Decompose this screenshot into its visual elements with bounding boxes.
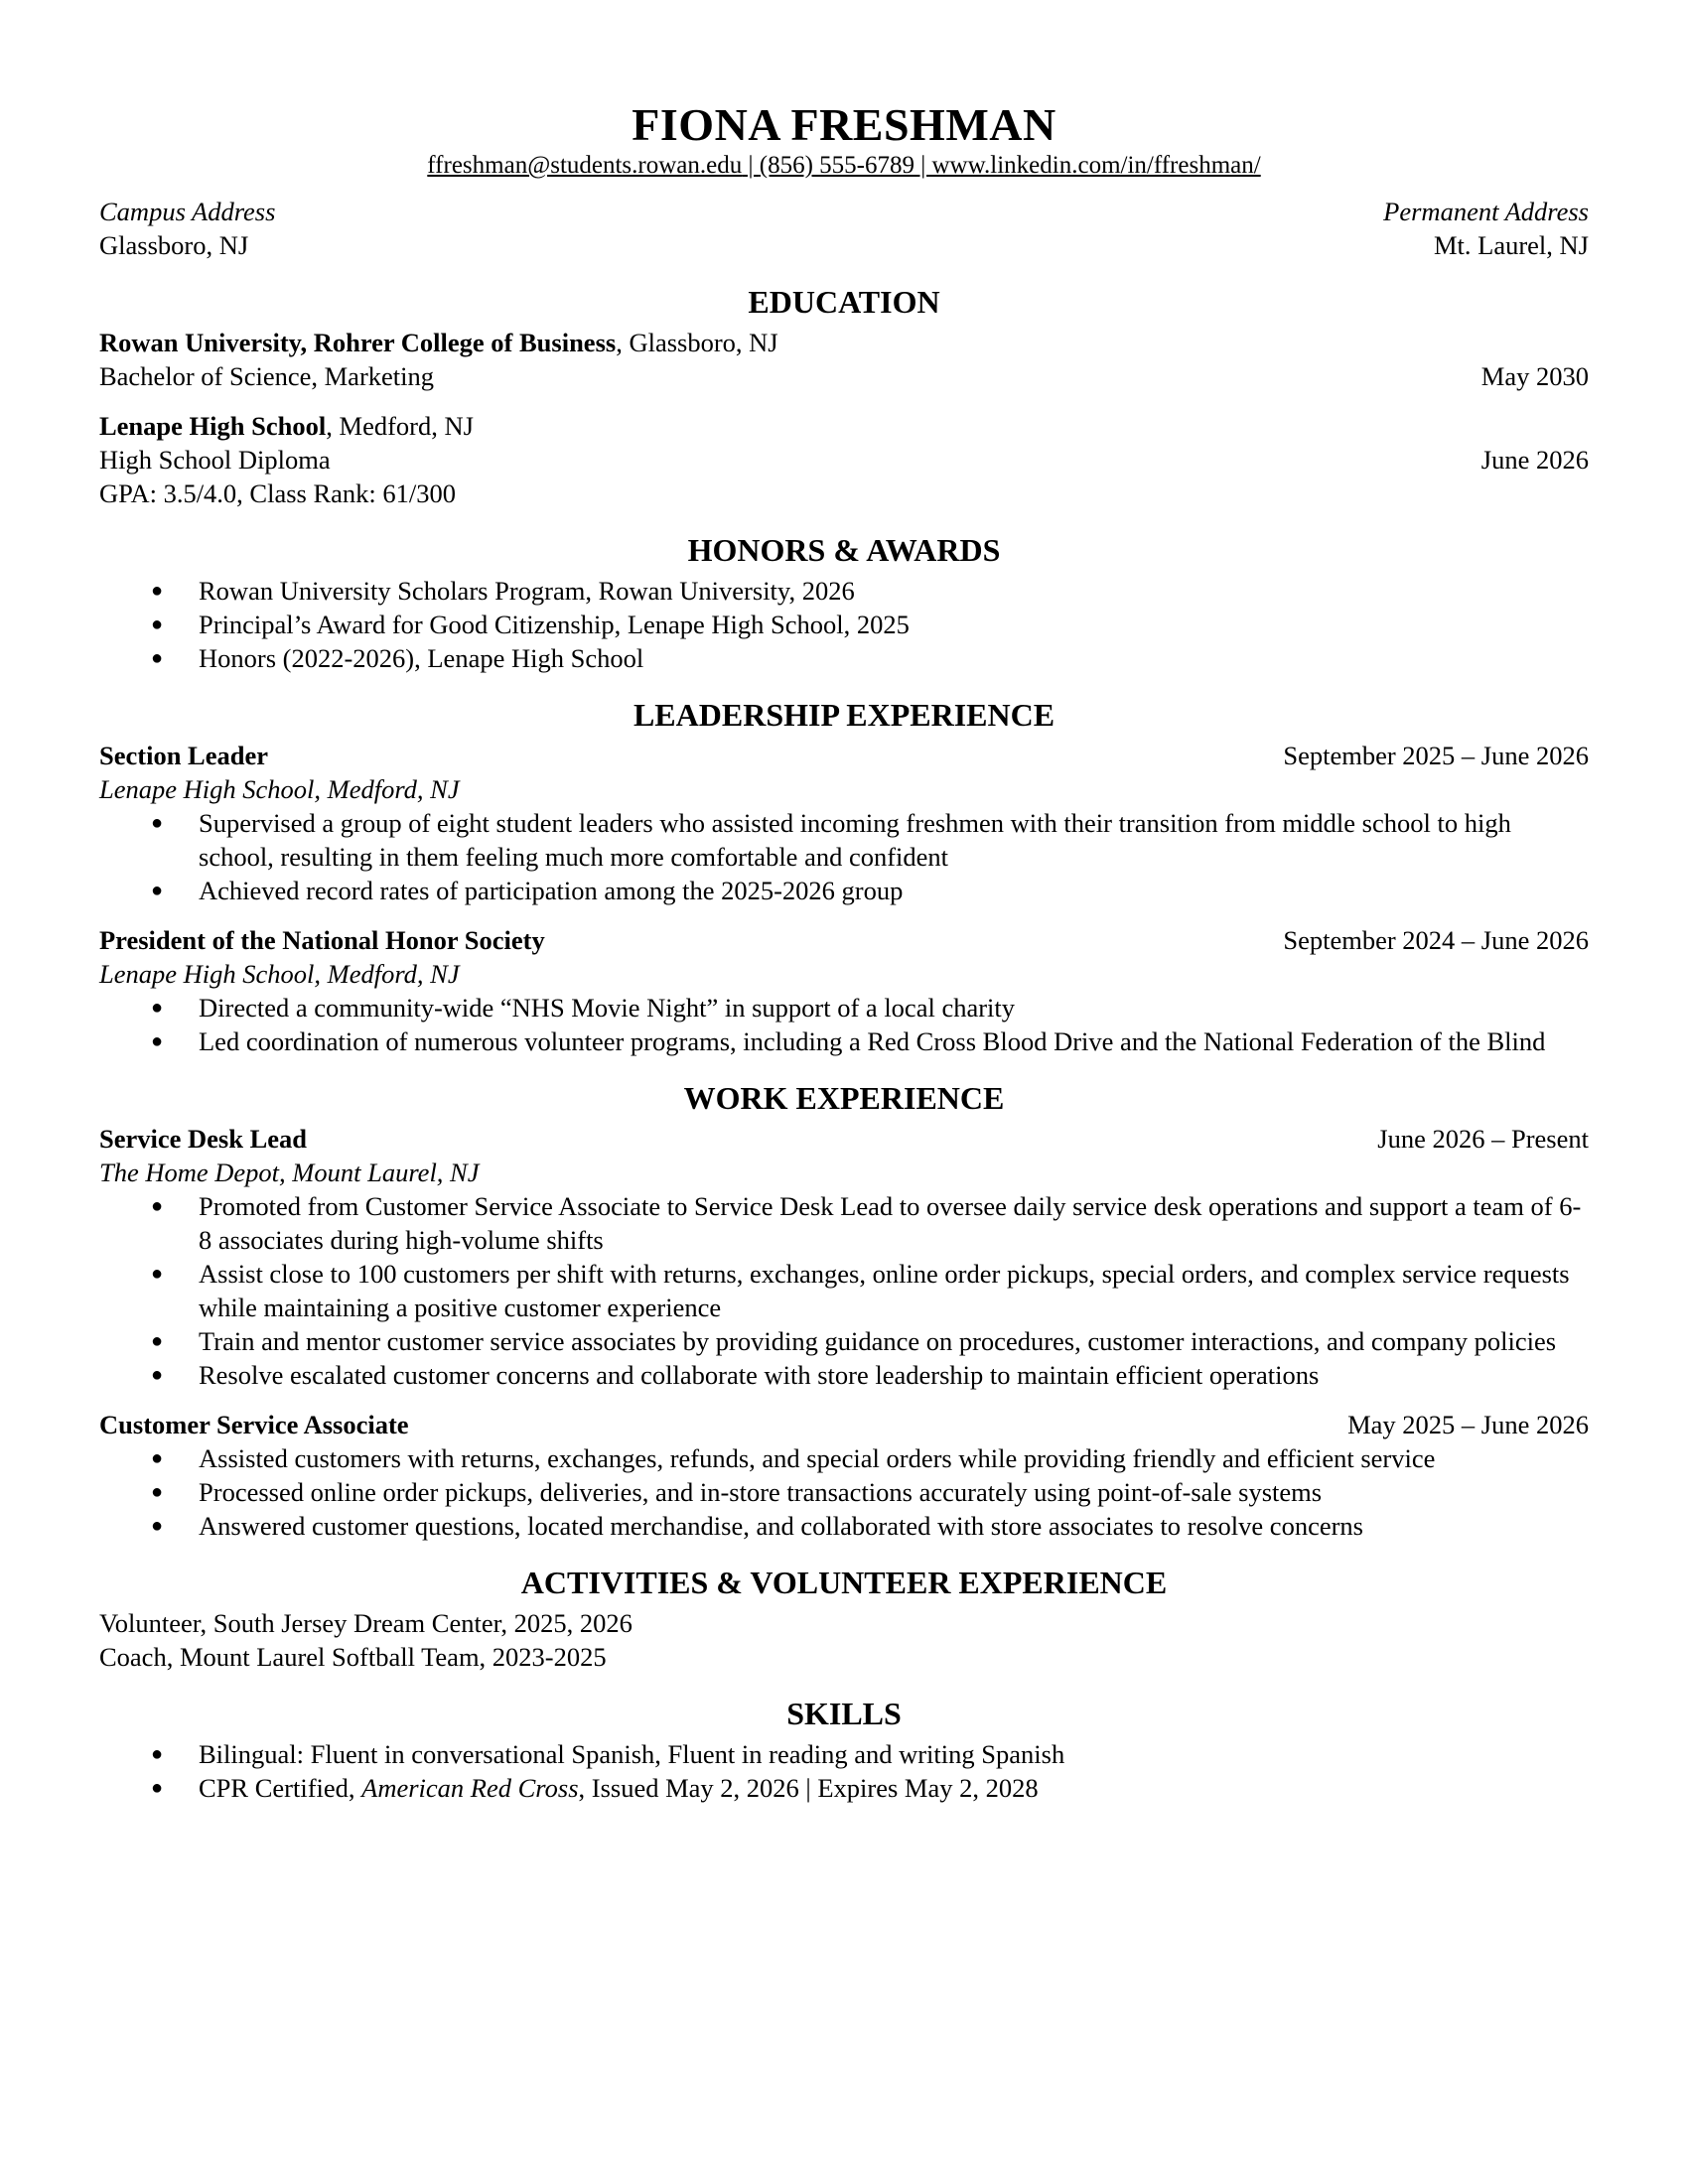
activity-item: Volunteer, South Jersey Dream Center, 2025, 2026 [99,1608,633,1638]
skill-text: , Issued May 2, 2026 | Expires May 2, 2028 [578,1773,1039,1803]
role-dates: June 2026 – Present [1377,1124,1589,1154]
role-title: Section Leader [99,741,269,770]
section-heading-skills: SKILLS [786,1696,902,1731]
contact-line [99,151,1589,181]
section-heading-leadership: LEADERSHIP EXPERIENCE [633,697,1055,733]
bullet-list [99,806,1589,907]
school-location: , Glassboro, NJ [616,328,778,357]
list-item: ● Train and mentor customer service associates by providing guidance on procedures, customer interactions, and company policies [199,1324,1589,1358]
email-link[interactable]: ffreshman@students.rowan.edu [427,152,743,179]
list-item: ● Resolve escalated customer concerns and collaborate with store leadership to maintain efficient operations [199,1358,1589,1392]
list-item: ● Promoted from Customer Service Associate to Service Desk Lead to oversee daily service desk operations and support a team of 6-8 associates during high-volume shifts [199,1189,1589,1257]
degree: Bachelor of Science, Marketing [99,361,435,391]
list-item: ● Directed a community-wide “NHS Movie Night” in support of a local charity [199,991,1589,1024]
role-dates: September 2025 – June 2026 [1283,741,1589,770]
school-location: , Medford, NJ [326,411,474,441]
list-item: ● Processed online order pickups, deliveries, and in-store transactions accurately using point-of-sale systems [199,1475,1589,1509]
role-title: Service Desk Lead [99,1124,308,1154]
school-name: Rowan University, Rohrer College of Business [99,328,617,357]
list-item: ● Assist close to 100 customers per shift with returns, exchanges, online order pickups, special orders, and complex service requests while maintaining a positive customer experience [199,1257,1589,1324]
bullet-list [99,991,1589,1058]
leadership-entry [99,739,1589,907]
section-heading-activities: ACTIVITIES & VOLUNTEER EXPERIENCE [520,1565,1168,1600]
section-heading-education: EDUCATION [748,284,940,320]
organization: Lenape High School, Medford, NJ [99,774,460,804]
section-heading-work: WORK EXPERIENCE [683,1080,1005,1116]
role-dates: September 2024 – June 2026 [1283,925,1589,955]
education-entry [99,409,1589,510]
bullet-list [99,1189,1589,1392]
campus-address-city: Glassboro, NJ [99,230,249,260]
list-item: ● Principal’s Award for Good Citizenship, Lenape High School, 2025 [199,608,1589,641]
campus-address-label: Campus Address [99,197,276,226]
address-labels [99,195,1589,228]
section-heading-honors: HONORS & AWARDS [687,532,1001,568]
certifying-organization: American Red Cross [361,1773,579,1803]
role-title: President of the National Honor Society [99,925,545,955]
role-title: Customer Service Associate [99,1410,409,1439]
work-entry [99,1122,1589,1392]
gpa-rank: GPA: 3.5/4.0, Class Rank: 61/300 [99,478,457,508]
contact-separator: | [742,152,760,179]
school-name: Lenape High School [99,411,327,441]
organization: The Home Depot, Mount Laurel, NJ [99,1158,480,1187]
permanent-address-city: Mt. Laurel, NJ [1433,230,1589,260]
education-entry [99,326,1589,393]
bullet-list [99,1441,1589,1543]
contact-separator: | [914,152,932,179]
skills-list [99,1737,1589,1805]
list-item: ● Honors (2022-2026), Lenape High School [199,641,1589,675]
resume-page [99,99,1589,1805]
degree: High School Diploma [99,445,331,475]
list-item: ● Achieved record rates of participation among the 2025-2026 group [199,874,1589,907]
list-item: ● Assisted customers with returns, exchanges, refunds, and special orders while providing friendly and efficient service [199,1441,1589,1475]
list-item: ● Answered customer questions, located merchandise, and collaborated with store associates to resolve concerns [199,1509,1589,1543]
list-item: ● Bilingual: Fluent in conversational Spanish, Fluent in reading and writing Spanish [199,1737,1589,1771]
phone-link[interactable]: (856) 555-6789 [759,152,914,179]
honors-list [99,574,1589,675]
list-item: ● Led coordination of numerous volunteer programs, including a Red Cross Blood Drive and the National Federation of the Blind [199,1024,1589,1058]
role-dates: May 2025 – June 2026 [1347,1410,1589,1439]
graduation-date: May 2030 [1480,361,1589,391]
linkedin-link[interactable]: www.linkedin.com/in/ffreshman/ [931,152,1261,179]
organization: Lenape High School, Medford, NJ [99,959,460,989]
permanent-address-label: Permanent Address [1383,197,1589,226]
candidate-name: FIONA FRESHMAN [632,99,1056,150]
graduation-date: June 2026 [1480,445,1589,475]
list-item: ● Supervised a group of eight student leaders who assisted incoming freshmen with their transition from middle school to high school, resulting in them feeling much more comfortable and confident [199,806,1589,874]
skill-text: CPR Certified, [199,1773,362,1803]
list-item: ● Rowan University Scholars Program, Rowan University, 2026 [199,574,1589,608]
list-item [199,1771,1589,1805]
address-values [99,228,1589,262]
work-entry [99,1408,1589,1543]
activity-item: Coach, Mount Laurel Softball Team, 2023-2025 [99,1642,607,1672]
leadership-entry [99,923,1589,1058]
